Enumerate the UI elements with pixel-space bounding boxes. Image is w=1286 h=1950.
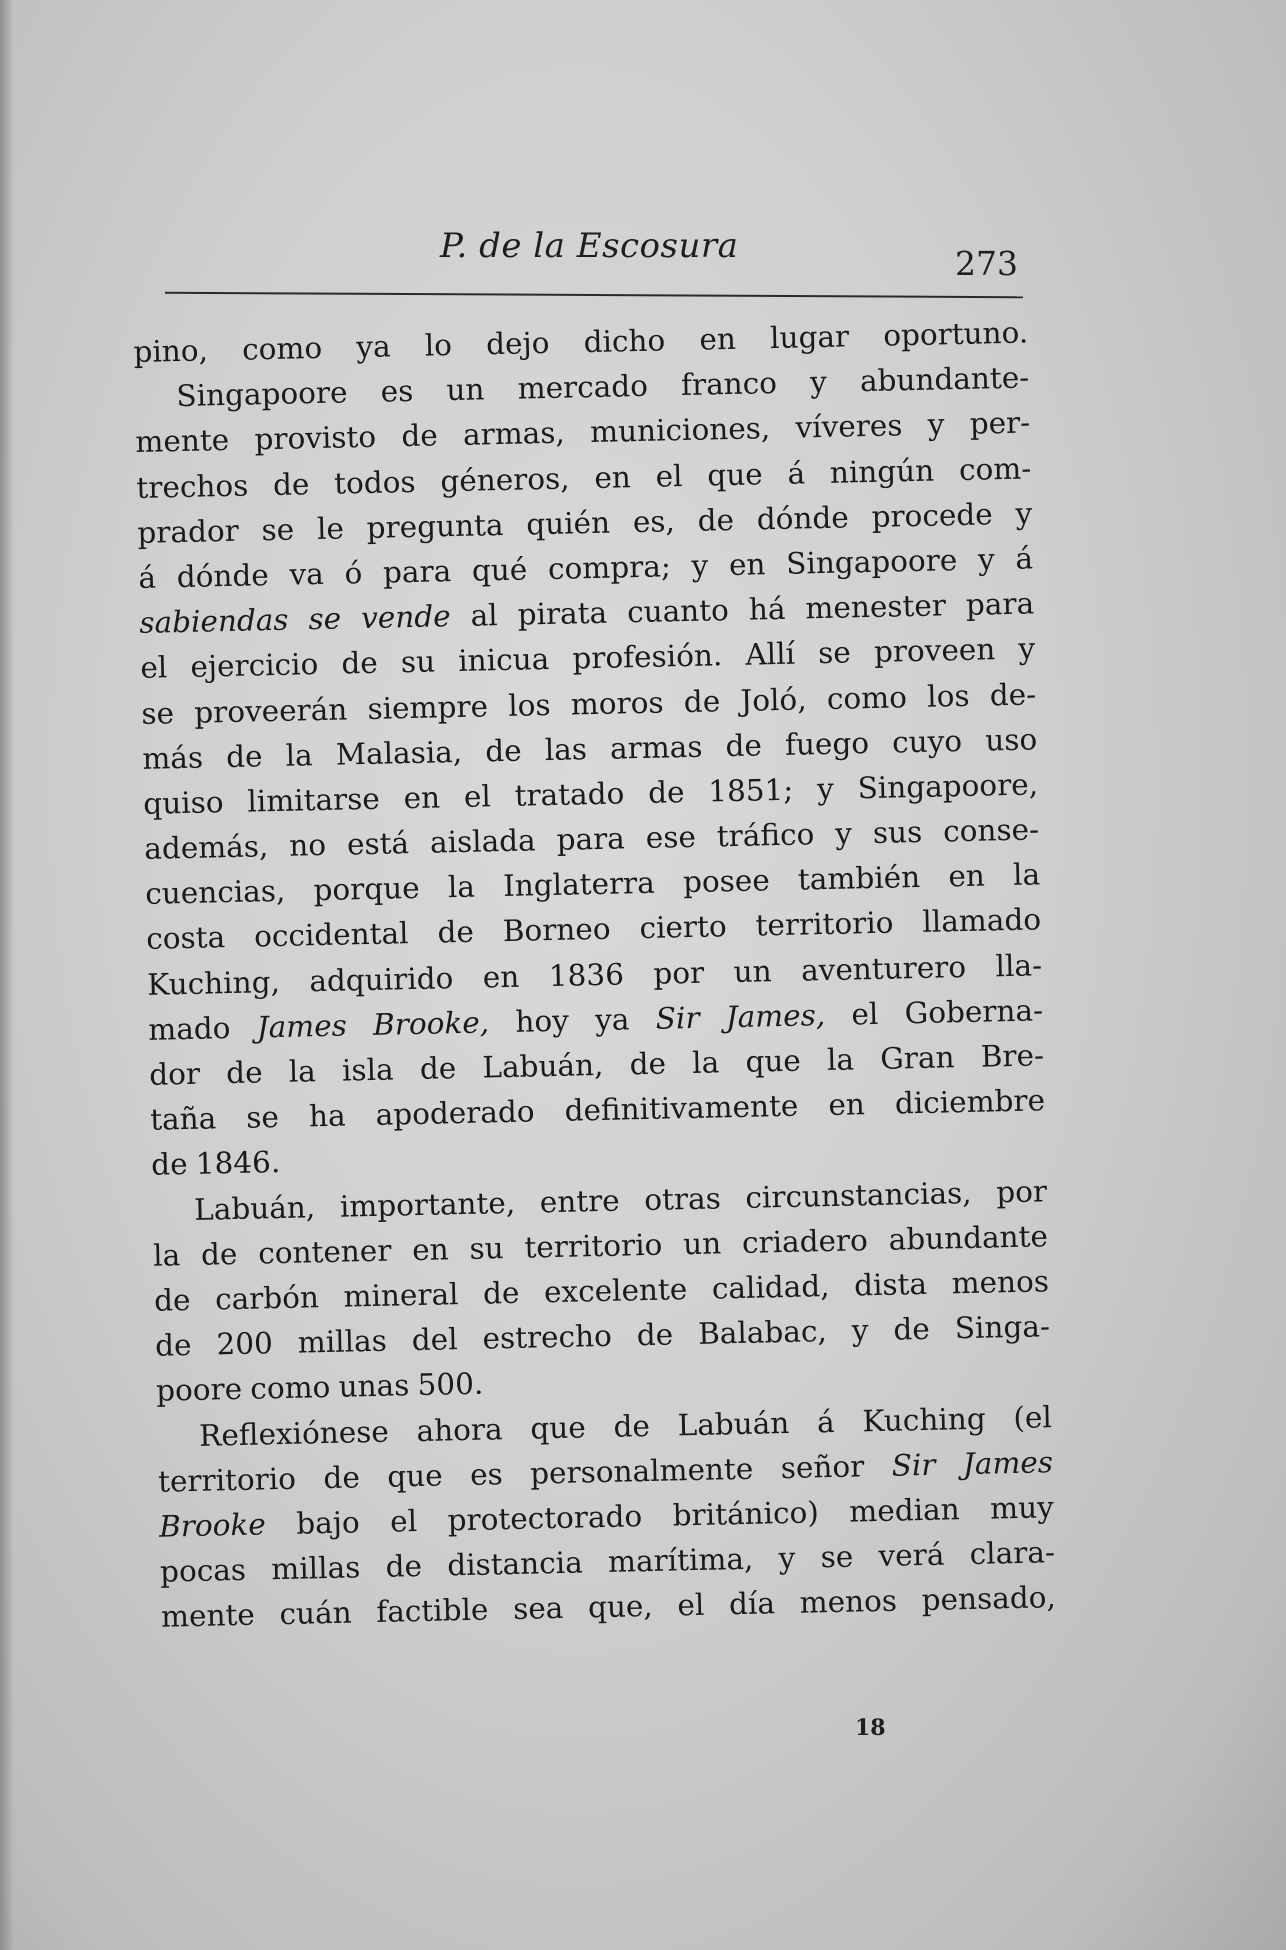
signature-mark: 18 <box>855 1715 886 1741</box>
word: la <box>826 1042 855 1078</box>
word: todos <box>333 464 416 501</box>
word: clara- <box>969 1535 1056 1572</box>
word: protectorado <box>447 1499 643 1538</box>
word: muy <box>989 1490 1055 1526</box>
word: pino, <box>133 333 209 369</box>
word: median <box>848 1492 961 1529</box>
running-head: P. de la Escosura <box>440 226 739 266</box>
word: la <box>152 1237 181 1273</box>
word: lo <box>424 328 453 363</box>
word: que <box>706 456 764 493</box>
word: verá <box>878 1537 945 1574</box>
word: Labuán, <box>193 1189 316 1227</box>
word: el <box>389 1503 418 1539</box>
word: Inglaterra <box>502 866 656 904</box>
body-text <box>133 310 1056 1640</box>
word: por <box>995 1173 1048 1209</box>
italic-word: James <box>256 1008 348 1045</box>
word: circunstancias, <box>745 1175 972 1215</box>
word: y <box>816 771 835 807</box>
word: franco <box>680 366 778 403</box>
word: proveerán <box>193 691 348 730</box>
page-header <box>165 226 1025 286</box>
page-edge-shadow <box>0 0 14 1950</box>
word: importante, <box>339 1185 516 1224</box>
word: su <box>469 1230 504 1266</box>
word: 1851; <box>707 772 794 809</box>
word: para <box>965 586 1035 623</box>
header-rule <box>165 292 1023 298</box>
word: estrecho <box>482 1318 613 1356</box>
word: mente <box>135 423 230 460</box>
word: factible <box>375 1592 489 1630</box>
word: y <box>809 365 828 400</box>
word: la <box>447 869 476 905</box>
word: que <box>386 1458 443 1494</box>
word: de <box>153 1282 191 1318</box>
italic-word: Brooke <box>158 1507 267 1544</box>
word: lugar <box>769 319 850 356</box>
word: los <box>926 678 970 714</box>
word: y <box>1018 631 1036 667</box>
word: del <box>411 1322 458 1358</box>
word: há <box>748 591 786 627</box>
word: en <box>947 858 986 894</box>
word: Reflexiónese <box>198 1414 390 1453</box>
word: Singapoore <box>176 375 348 414</box>
word: quién <box>525 505 611 542</box>
word: territorio <box>157 1461 297 1499</box>
word: cuán <box>279 1595 352 1632</box>
word: mente <box>160 1597 256 1634</box>
word: y <box>1015 496 1033 531</box>
word: excelente <box>543 1272 688 1310</box>
word: de <box>225 738 263 774</box>
word: menos <box>799 1583 898 1621</box>
word: sus <box>872 814 923 851</box>
word: menester <box>805 588 947 626</box>
word: Labuán <box>677 1405 790 1442</box>
word: Bre- <box>980 1038 1045 1074</box>
word: llamado <box>922 902 1042 940</box>
word: como <box>826 679 908 716</box>
word: per- <box>969 405 1031 442</box>
word: como <box>241 330 323 367</box>
word: inicua <box>457 642 550 679</box>
word: apoderado <box>375 1094 535 1133</box>
word: un <box>446 372 485 408</box>
word: ejercicio <box>190 647 319 685</box>
word: su <box>400 644 436 680</box>
word: quiso <box>142 785 224 821</box>
word: dicho <box>583 323 666 360</box>
word: también <box>797 860 921 897</box>
word: ningún <box>829 453 935 490</box>
word: es <box>469 1456 504 1492</box>
word: 1846. <box>195 1145 281 1182</box>
word: qué <box>471 552 528 588</box>
word: el <box>677 1588 705 1623</box>
word: criadero <box>741 1222 869 1260</box>
word: 200 <box>216 1326 274 1362</box>
word: y <box>834 816 853 851</box>
word: aislada <box>429 823 537 860</box>
word: dista <box>853 1266 928 1303</box>
word: de <box>419 1051 457 1086</box>
word: cierto <box>639 909 727 946</box>
word: Singapoore <box>785 543 958 581</box>
word: un <box>733 953 772 989</box>
word: conse- <box>942 812 1040 849</box>
word: armas <box>609 729 703 766</box>
word: Gran <box>879 1040 955 1076</box>
word: al <box>470 598 499 633</box>
word: occidental <box>253 916 409 954</box>
word: á <box>787 455 806 491</box>
word: 500. <box>417 1366 484 1403</box>
word: distancia <box>446 1545 584 1583</box>
word: dónde <box>756 500 850 537</box>
word: Singa- <box>954 1309 1051 1346</box>
word: se <box>140 695 175 731</box>
word: no <box>288 827 327 863</box>
word: territorio <box>755 905 894 943</box>
word: abundante- <box>859 360 1030 399</box>
word: se <box>245 1100 280 1135</box>
word: de <box>401 418 439 454</box>
word: diciembre <box>894 1083 1046 1121</box>
word: provisto <box>254 420 377 457</box>
word: de <box>437 915 475 950</box>
word: y <box>977 542 996 577</box>
word: dónde <box>176 558 270 595</box>
word: personalmente <box>529 1451 754 1491</box>
word: Singapoore, <box>857 767 1039 806</box>
word: Joló, <box>740 681 807 718</box>
word: (el <box>1013 1399 1053 1435</box>
word: proveen <box>873 632 996 670</box>
word: siempre <box>367 688 489 726</box>
word: en <box>411 1232 450 1267</box>
word: y <box>927 407 945 443</box>
word: Goberna- <box>904 993 1044 1031</box>
word: de <box>697 502 735 538</box>
word: más <box>141 740 204 776</box>
word: el <box>140 650 168 686</box>
word: mado <box>147 1010 231 1047</box>
italic-word: James <box>962 1444 1054 1481</box>
word: millas <box>297 1323 388 1360</box>
word: señor <box>780 1449 865 1485</box>
word: territorio <box>524 1227 663 1265</box>
word: de <box>683 683 721 719</box>
word: 1836 <box>548 957 625 993</box>
word: que <box>530 1409 587 1446</box>
word: lla- <box>995 947 1043 983</box>
word: cuanto <box>626 593 730 630</box>
word: Labuán, <box>482 1047 604 1085</box>
word: la <box>691 1045 720 1080</box>
italic-word: se <box>308 601 342 637</box>
word: tráfico <box>716 817 815 854</box>
word: en <box>728 547 766 582</box>
word: que, <box>587 1589 654 1625</box>
word: á <box>138 560 157 595</box>
word: ó <box>344 555 363 591</box>
word: posee <box>682 863 771 900</box>
word: víveres <box>795 408 903 445</box>
word: Borneo <box>502 912 611 949</box>
word: de <box>200 1236 238 1272</box>
word: bajo <box>295 1505 361 1541</box>
word: mercado <box>517 368 649 406</box>
word: menos <box>951 1264 1050 1301</box>
word: mineral <box>343 1277 459 1314</box>
word: está <box>346 826 410 862</box>
word: de <box>272 466 310 502</box>
word: le <box>316 511 345 546</box>
word: de <box>482 1275 520 1311</box>
word: la <box>1012 857 1041 893</box>
word: británico) <box>672 1495 820 1533</box>
word: aventurero <box>800 949 967 988</box>
word: en <box>593 459 632 495</box>
word: carbón <box>214 1280 320 1317</box>
word: prador <box>137 513 240 550</box>
italic-word: Brooke, <box>372 1005 490 1042</box>
word: porque <box>313 871 421 908</box>
word: sea <box>512 1591 564 1627</box>
word: Balabac, <box>697 1314 828 1352</box>
word: ya <box>594 1002 630 1037</box>
word: pirata <box>517 595 608 632</box>
word: es <box>380 374 414 409</box>
word: para <box>556 821 626 857</box>
word: en <box>828 1087 866 1123</box>
word: Malasia, <box>335 734 463 772</box>
word: géneros, <box>440 461 570 498</box>
word: Kuching <box>862 1401 987 1438</box>
word: unas <box>338 1368 410 1405</box>
word: Kuching, <box>146 964 281 1002</box>
word: de <box>154 1328 192 1363</box>
word: definitivamente <box>564 1088 799 1128</box>
word: el <box>463 779 492 814</box>
word: de <box>150 1147 188 1183</box>
word: oportuno. <box>882 315 1029 353</box>
word: de <box>613 1408 651 1444</box>
word: dejo <box>485 325 550 362</box>
word: marítima, <box>607 1541 754 1579</box>
word: en <box>482 959 520 995</box>
word: calidad, <box>711 1268 830 1306</box>
word: profesión. <box>572 638 723 676</box>
word: ahora <box>416 1411 503 1448</box>
word: de <box>629 1046 667 1082</box>
word: dor <box>148 1056 201 1092</box>
word: procede <box>871 497 994 534</box>
word: adquirido <box>308 960 454 998</box>
italic-word: James, <box>725 997 826 1035</box>
word: cuyo <box>891 723 963 760</box>
word: en <box>403 780 441 816</box>
word: taña <box>149 1101 217 1137</box>
word: como <box>249 1370 331 1407</box>
word: compra; <box>547 549 672 586</box>
word: el <box>851 996 879 1032</box>
word: millas <box>270 1550 361 1587</box>
word: poore <box>155 1372 243 1409</box>
word: de- <box>989 676 1037 712</box>
word: municiones, <box>589 411 771 450</box>
word: otras <box>643 1180 722 1217</box>
word: y <box>778 1540 796 1576</box>
word: moros <box>570 685 664 722</box>
word: entre <box>539 1183 621 1219</box>
word: la <box>288 1054 317 1089</box>
word: contener <box>257 1233 392 1271</box>
word: tratado <box>514 776 625 813</box>
word: pocas <box>159 1552 247 1589</box>
word: y <box>691 548 709 583</box>
word: de <box>484 733 522 769</box>
word: es, <box>632 503 676 539</box>
word: se <box>817 635 852 671</box>
word: de <box>636 1317 674 1353</box>
word: el <box>655 458 683 494</box>
page-number: 273 <box>955 244 1018 283</box>
italic-word: Sir <box>891 1447 936 1483</box>
word: ha <box>308 1098 346 1134</box>
word: de <box>725 728 763 763</box>
word: fuego <box>784 725 870 762</box>
word: costa <box>145 920 226 957</box>
italic-word: Sir <box>655 1000 700 1036</box>
word: la <box>285 737 314 773</box>
word: se <box>820 1539 854 1575</box>
word: de <box>893 1311 931 1347</box>
word: además, <box>143 829 269 866</box>
word: de <box>323 1460 361 1495</box>
word: que <box>745 1043 802 1079</box>
word: hoy <box>515 1003 570 1039</box>
word: uso <box>984 722 1038 758</box>
word: de <box>225 1055 263 1091</box>
word: á <box>1015 541 1034 576</box>
word: cuencias, <box>144 874 286 912</box>
word: por <box>652 955 705 991</box>
word: un <box>682 1226 722 1261</box>
word: va <box>289 556 325 592</box>
word: abundante <box>888 1219 1049 1257</box>
word: pregunta <box>366 507 504 545</box>
word: de <box>341 646 379 681</box>
word: á <box>816 1404 836 1439</box>
word: Allí <box>745 636 796 673</box>
word: trechos <box>136 468 249 505</box>
word: pensado, <box>921 1580 1057 1618</box>
word: las <box>544 731 588 767</box>
word: para <box>382 554 452 590</box>
word: limitarse <box>247 781 381 819</box>
word: ese <box>645 819 697 855</box>
word: de <box>385 1549 423 1584</box>
word: los <box>507 687 551 723</box>
word: día <box>728 1586 776 1622</box>
word: y <box>851 1313 869 1348</box>
word: com- <box>958 451 1032 487</box>
word: de <box>647 774 685 810</box>
word: se <box>261 512 295 547</box>
word: en <box>699 321 737 357</box>
italic-word: vende <box>360 599 451 636</box>
word: ya <box>355 329 391 365</box>
word: armas, <box>462 415 566 453</box>
word: isla <box>341 1052 395 1088</box>
italic-word: sabiendas <box>139 602 289 641</box>
